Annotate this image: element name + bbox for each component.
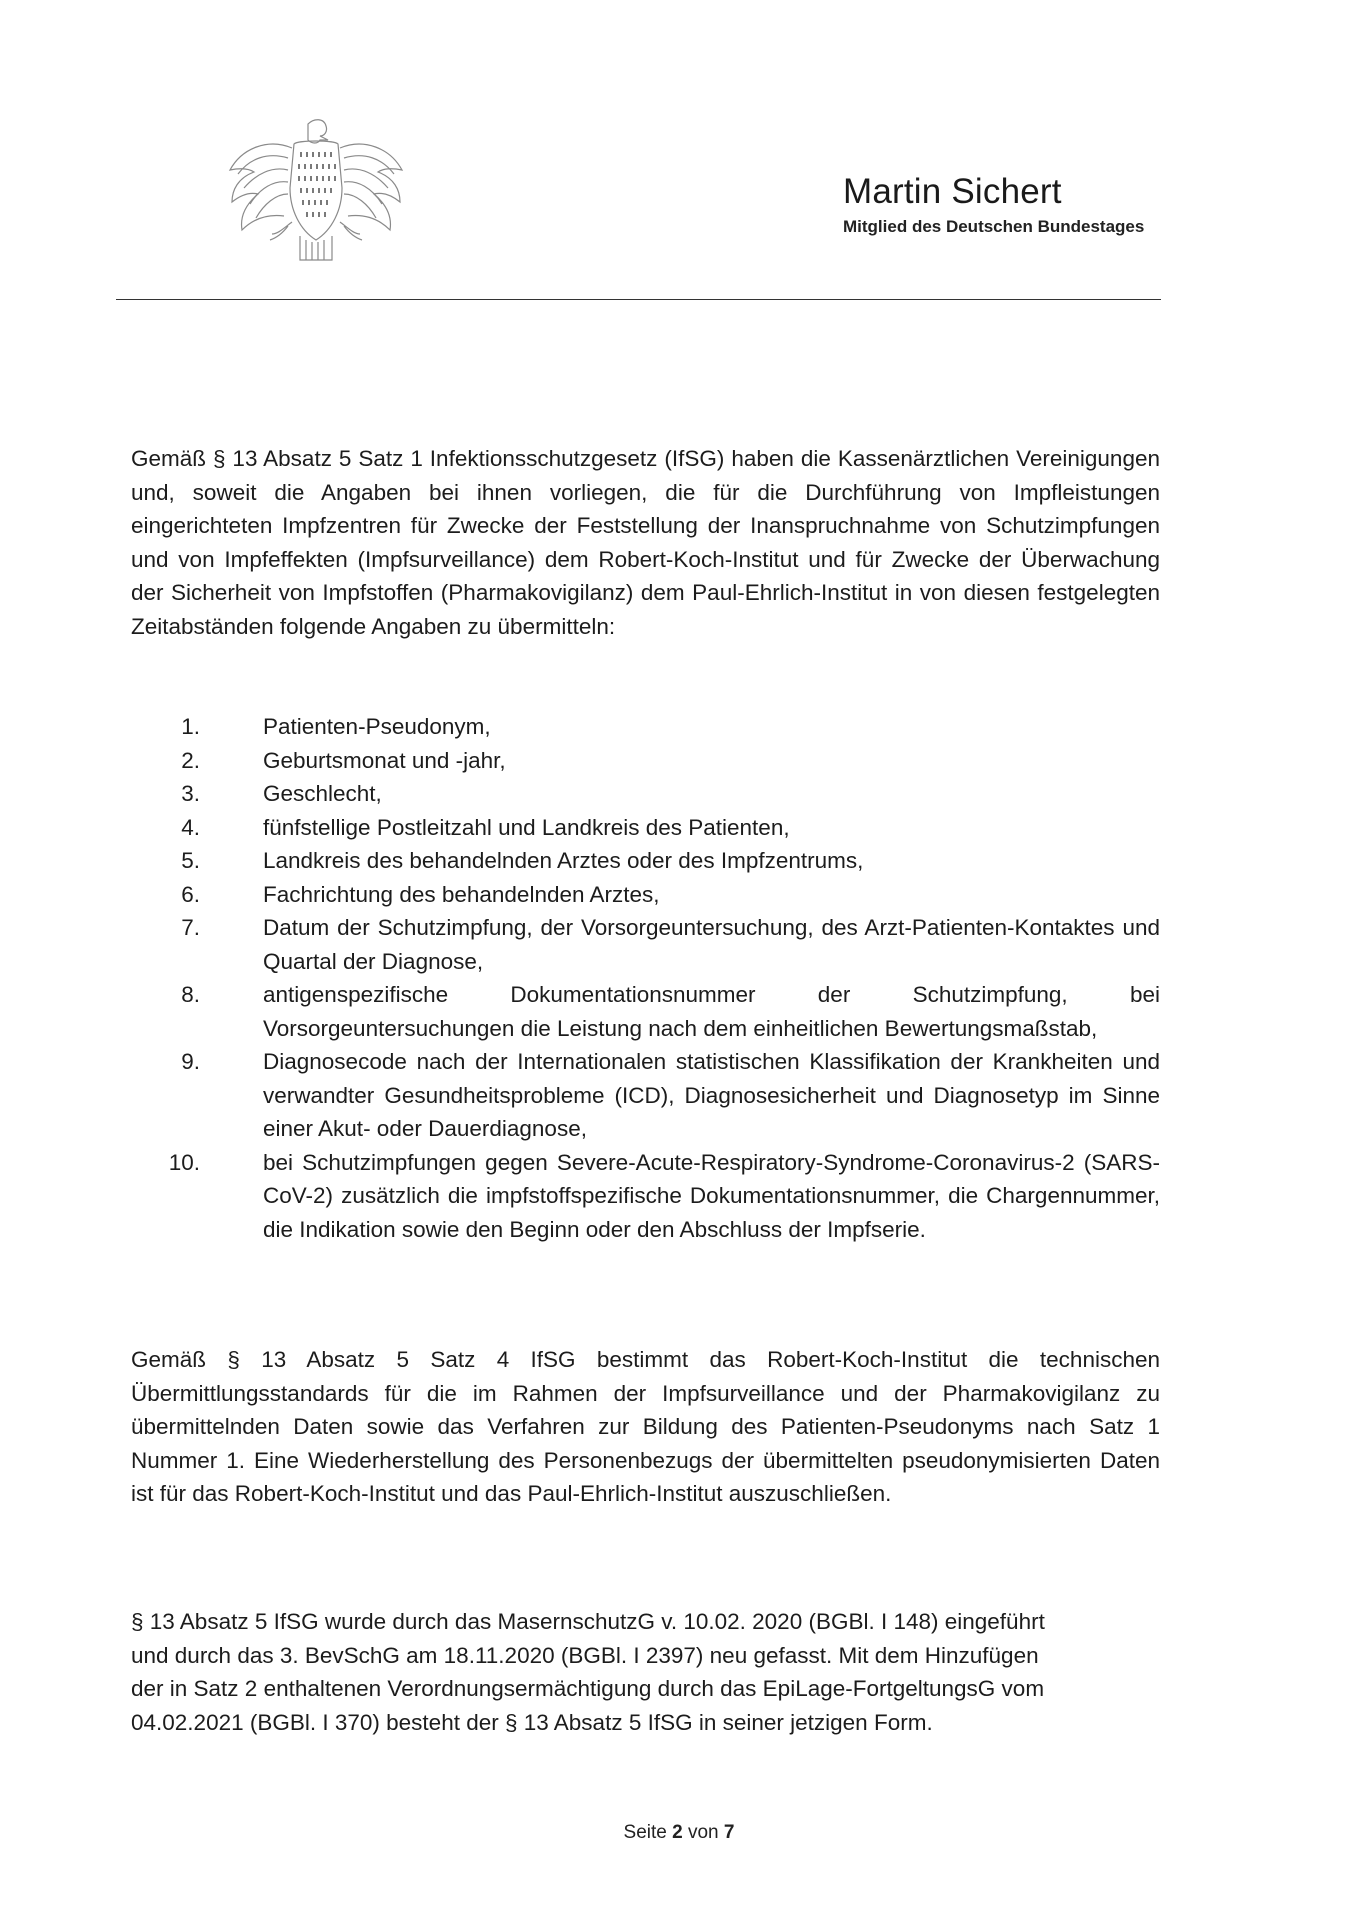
list-item-text: fünfstellige Postleitzahl und Landkreis des Patienten,: [263, 814, 790, 840]
list-item-number: 8.: [181, 982, 200, 1007]
list-item: [0, 811, 1358, 845]
list-item-text: Landkreis des behandelnden Arztes oder des Impfzentrums,: [263, 848, 864, 873]
list-item-text: Patienten-Pseudonym,: [263, 714, 491, 739]
list-item-number: 7.: [181, 915, 200, 940]
list-item-number: 2.: [181, 747, 200, 773]
paragraph-history: [131, 1605, 1160, 1739]
list-item: [0, 911, 1358, 978]
footer-prefix: Seite: [623, 1822, 667, 1843]
footer-separator: von: [687, 1822, 719, 1843]
header-divider: [116, 299, 1161, 300]
list-item-text: bei Schutzimpfungen gegen Severe-Acute-Respiratory-Syndrome-Coronavirus-2 (SARS-CoV-2) zusätzlich die impfstoffspezifische Dokumentationsnummer, die Chargennummer, die Indikation sowie den Beginn oder den Abschluss der Impfserie.: [263, 1149, 1160, 1242]
list-item: [0, 1146, 1358, 1247]
list-item-text: Datum der Schutzimpfung, der Vorsorgeuntersuchung, des Arzt-Patienten-Kontaktes und Quartal der Diagnose,: [263, 915, 1160, 974]
bundestag-eagle-icon: [228, 118, 404, 266]
paragraph-history-line: 04.02.2021 (BGBl. I 370) besteht der § 13 Absatz 5 IfSG in seiner jetzigen Form.: [131, 1709, 933, 1735]
list-item-number: 3.: [181, 781, 200, 806]
paragraph-history-line: und durch das 3. BevSchG am 18.11.2020 (BGBl. I 2397) neu gefasst. Mit dem Hinzufügen: [131, 1642, 1039, 1668]
list-item: [0, 878, 1358, 912]
list-item-number: 9.: [181, 1049, 200, 1074]
data-items-list: [0, 710, 1358, 1246]
footer-current-page: 2: [672, 1822, 683, 1843]
list-item: [0, 844, 1358, 878]
list-item-number: 4.: [181, 814, 200, 840]
list-item-text: Diagnosecode nach der Internationalen statistischen Klassifikation der Krankheiten und verwandter Gesundheitsprobleme (ICD), Diagnosesicherheit und Diagnosetyp im Sinne einer Akut- oder Dauerdiagnose,: [263, 1049, 1160, 1141]
paragraph-standards: Gemäß § 13 Absatz 5 Satz 4 IfSG bestimmt das Robert-Koch-Institut die technischen Übermittlungsstandards für die im Rahmen der Impfsurveillance und der Pharmakovigilanz zu übermittelnden Daten sowie das Verfahren zur Bildung des Patienten-Pseudonyms nach Satz 1 Nummer 1. Eine Wiederherstellung des Personenbezugs der übermittelten pseudonymisierten Daten ist für das Robert-Koch-Institut und das Paul-Ehrlich-Institut auszuschließen.: [131, 1347, 1160, 1506]
list-item-text: antigenspezifische Dokumentationsnummer der Schutzimpfung, bei Vorsorgeuntersuchungen die Leistung nach dem einheitlichen Bewertungsmaßstab,: [263, 982, 1160, 1041]
list-item-number: 10.: [168, 1149, 200, 1175]
list-item-text: Fachrichtung des behandelnden Arztes,: [263, 881, 660, 907]
paragraph-intro: Gemäß § 13 Absatz 5 Satz 1 Infektionsschutzgesetz (IfSG) haben die Kassenärztlichen Vereinigungen und, soweit die Angaben bei ihnen vorliegen, die für die Durchführung von Impfleistungen eingerichteten Impfzentren für Zwecke der Feststellung der Inanspruchnahme von Schutzimpfungen und von Impfeffekten (Impfsurveillance) dem Robert-Koch-Institut und für Zwecke der Überwachung der Sicherheit von Impfstoffen (Pharmakovigilanz) dem Paul-Ehrlich-Institut in von diesen festgelegten Zeitabständen folgende Angaben zu übermitteln:: [131, 446, 1160, 639]
list-item: [0, 777, 1358, 811]
list-item: [0, 1045, 1358, 1146]
list-item-number: 6.: [181, 881, 200, 907]
sender-name: Martin Sichert: [843, 172, 1062, 211]
paragraph-history-line: der in Satz 2 enthaltenen Verordnungsermächtigung durch das EpiLage-FortgeltungsG vom: [131, 1676, 1045, 1701]
list-item: [0, 744, 1358, 778]
list-item-number: 5.: [181, 848, 200, 873]
sender-role: Mitglied des Deutschen Bundestages: [843, 217, 1145, 236]
list-item-text: Geschlecht,: [263, 781, 382, 806]
list-item-number: 1.: [181, 714, 200, 739]
sender-block: [843, 172, 1144, 238]
list-item-text: Geburtsmonat und -jahr,: [263, 747, 506, 773]
list-item: [0, 978, 1358, 1045]
paragraph-history-line: § 13 Absatz 5 IfSG wurde durch das MasernschutzG v. 10.02. 2020 (BGBl. I 148) eingeführt: [131, 1609, 1045, 1634]
footer-total-pages: 7: [723, 1822, 735, 1843]
page-footer: [0, 1822, 1358, 1844]
list-item: [0, 710, 1358, 744]
